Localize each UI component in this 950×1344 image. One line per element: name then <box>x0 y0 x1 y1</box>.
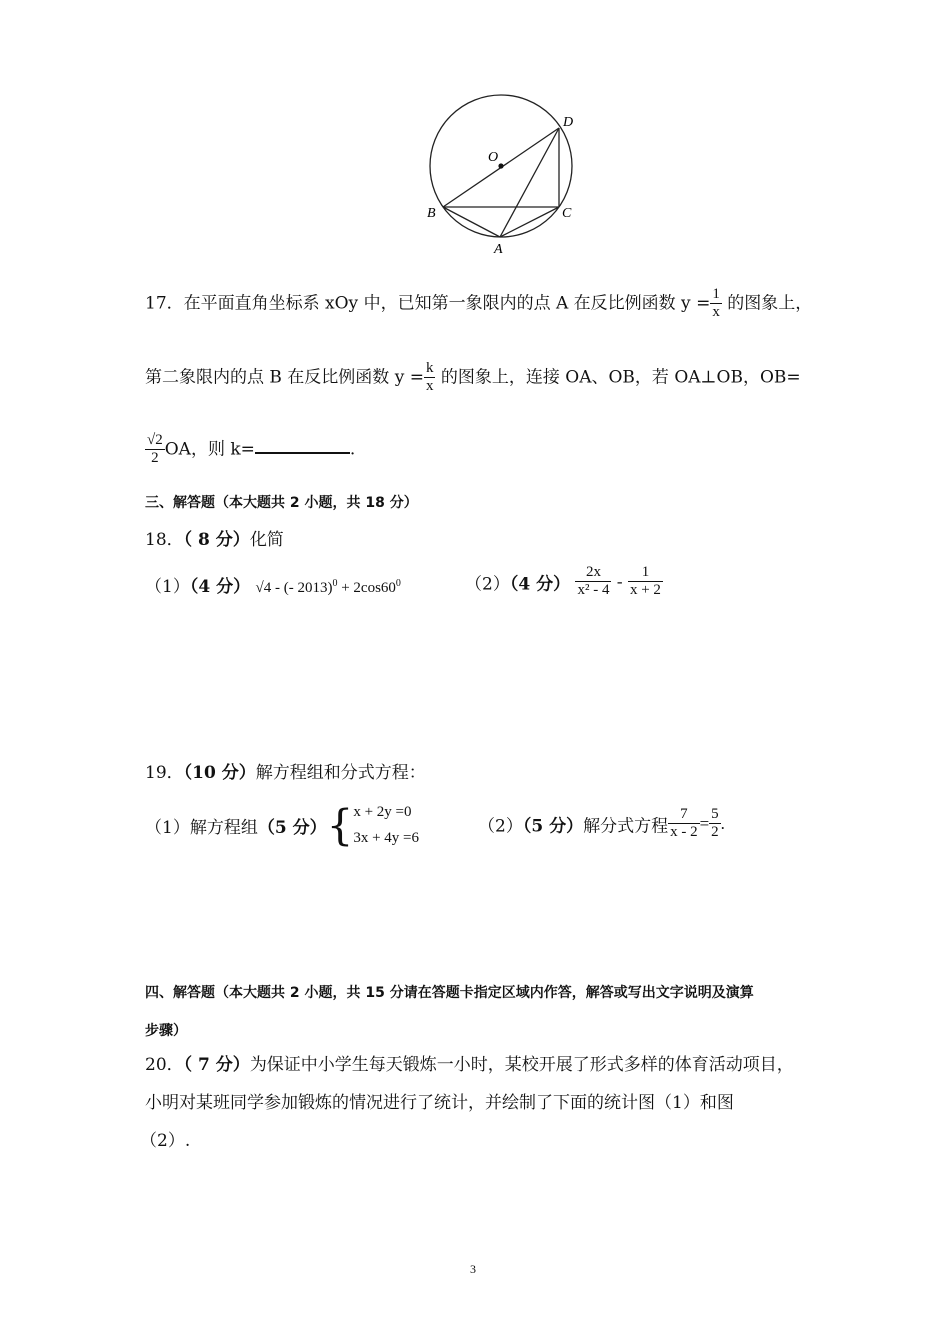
page-number: 3 <box>470 1262 476 1276</box>
q18-p2-f2-num: 1 <box>628 564 663 582</box>
section-4-heading-line1: 四、解答题（本大题共 2 小题，共 15 分请在答题卡指定区域内作答，解答或写出文字说明及演算 <box>145 985 754 1001</box>
q17-line1-prefix: 17．在平面直角坐标系 xOy 中，已知第一象限内的点 A 在反比例函数 y = <box>145 293 711 314</box>
q19-p1-label: （1）解方程组 <box>145 818 258 838</box>
q19-eq1: x + 2y =0 <box>353 804 412 820</box>
q20-number: 20． <box>145 1055 184 1075</box>
segment-da <box>500 128 559 237</box>
q18-p2-score: （4 分） <box>509 574 571 595</box>
segment-ba <box>443 207 500 237</box>
q19-title <box>145 758 426 783</box>
q19-part1 <box>145 800 419 851</box>
q17-fraction-2 <box>424 360 436 396</box>
q18-p2-fraction-2 <box>628 564 663 600</box>
q17-f1-den: x <box>712 304 720 321</box>
section-3-heading: 三、解答题（本大题共 2 小题，共 18 分） <box>145 495 418 511</box>
q20-line1-text: 为保证中小学生每天锻炼一小时，某校开展了形式多样的体育活动项目， <box>249 1055 794 1075</box>
q19-p2-f2-den: 2 <box>711 824 719 841</box>
q19-p2-text: 解分式方程 <box>583 816 669 837</box>
q20-line2: 小明对某班同学参加锻炼的情况进行了统计，并绘制了下面的统计图（1）和图 <box>145 1093 734 1113</box>
label-c: C <box>562 206 572 221</box>
q19-number: 19． <box>145 763 184 783</box>
q20-score: （ 7 分） <box>183 1055 250 1075</box>
q19-score: （10 分） <box>183 763 256 783</box>
q18-p1-score: （4 分） <box>189 577 251 597</box>
q17-fraction-1 <box>710 286 722 322</box>
q19-p2-end: . <box>720 813 725 833</box>
q18-p2-f1-den: x² - 4 <box>577 582 610 599</box>
q17-line3-suffix: OA，则 k= <box>164 439 255 460</box>
label-d: D <box>563 115 574 130</box>
q19-p2-label: （2） <box>478 816 523 837</box>
q19-part2 <box>478 806 725 842</box>
q17-line3-end: . <box>349 439 356 460</box>
label-a: A <box>494 242 503 257</box>
q17-fraction-3 <box>145 432 165 468</box>
q18-part1 <box>145 572 401 597</box>
q17-line2-prefix: 第二象限内的点 B 在反比例函数 y = <box>145 367 424 388</box>
q17-line2-suffix: 的图象上，连接 OA、OB，若 OA⊥OB，OB= <box>435 367 801 388</box>
label-o: O <box>488 150 499 165</box>
q18-p2-fraction-1 <box>575 564 611 600</box>
label-b: B <box>427 206 436 221</box>
q18-p1-expression: √4 - (- $2013)^0 + 2\cos 60^0$ <box>255 578 401 596</box>
q17-f1-num: 1 <box>710 286 722 304</box>
q18-p2-f2-den: x + 2 <box>629 582 661 599</box>
q19-p2-fraction-2 <box>709 806 721 842</box>
q19-p2-f2-num: 5 <box>709 806 721 824</box>
q18-instruction: 化简 <box>249 530 284 550</box>
circle-figure <box>410 85 590 260</box>
q18-part2 <box>465 564 663 600</box>
q18-title <box>145 525 284 550</box>
q20-line1 <box>145 1050 794 1075</box>
q18-p1-label: （1） <box>145 577 190 597</box>
q19-system-brace: { <box>326 800 354 850</box>
q17-line1-suffix: 的图象上， <box>721 293 813 314</box>
q19-instruction: 解方程组和分式方程： <box>255 763 426 783</box>
q18-p2-label: （2） <box>465 574 510 595</box>
q19-p2-equals: = <box>699 813 710 833</box>
q19-system <box>353 800 419 851</box>
q19-p2-f1-den: x - 2 <box>670 824 698 841</box>
q17-f2-num: k <box>424 360 436 378</box>
q17-line2 <box>145 360 801 396</box>
q19-p2-f1-num: 7 <box>668 806 700 824</box>
q17-f3-den: 2 <box>151 450 159 467</box>
q17-f2-den: x <box>425 378 434 395</box>
q17-line1 <box>145 286 812 322</box>
q18-number: 18． <box>145 530 184 550</box>
q19-p2-fraction-1 <box>668 806 700 842</box>
q17-line3 <box>145 432 355 468</box>
q17-f3-num: √2 <box>145 432 165 450</box>
q19-eq2: 3x + 4y =6 <box>353 829 419 846</box>
center-point <box>498 163 503 168</box>
q18-score: （ 8 分） <box>183 530 250 550</box>
q20-line3: （2）. <box>140 1131 191 1151</box>
q18-p2-f1-num: 2x <box>575 564 611 582</box>
q19-p1-score: （5 分） <box>257 818 327 838</box>
q18-p2-minus: - <box>616 571 623 591</box>
q19-p2-score: （5 分） <box>522 816 584 837</box>
q17-answer-blank[interactable] <box>255 436 350 454</box>
section-4-heading-line2: 步骤） <box>145 1023 187 1039</box>
